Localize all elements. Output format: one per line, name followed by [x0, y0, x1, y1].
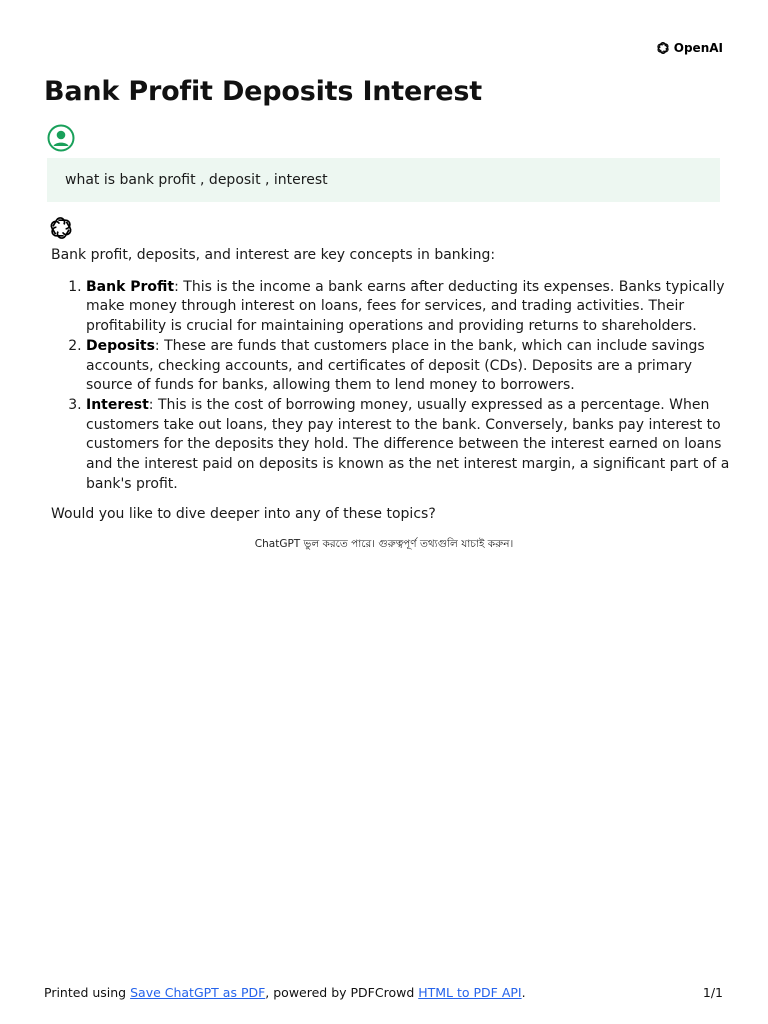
list-item-term: Interest [86, 396, 149, 413]
footer-suffix: . [521, 985, 526, 1000]
chatgpt-logo-icon [47, 214, 75, 242]
list-item-text: : This is the cost of borrowing money, usually expressed as a percentage. When customers take out loans, they pay interest to the bank. Conversely, banks pay interest to customers for the deposits they hold. The difference between the interest earned on loans and the interest paid on deposits is known as the net interest margin, a significant part of a bank's profit. [86, 396, 730, 492]
footer [44, 985, 526, 1000]
list-item [86, 337, 731, 396]
assistant-message [51, 246, 731, 525]
concept-list [51, 278, 731, 495]
assistant-intro: Bank profit, deposits, and interest are key concepts in banking: [51, 247, 496, 263]
user-avatar-icon [47, 124, 75, 152]
assistant-closing: Would you like to dive deeper into any of these topics? [51, 506, 436, 523]
list-item-text: : This is the income a bank earns after deducting its expenses. Banks typically make money through interest on loans, fees for services, and trading activities. Their profitability is crucial for maintaining operations and providing returns to shareholders. [86, 278, 725, 335]
list-item-term: Bank Profit [86, 278, 175, 295]
list-item-term: Deposits [86, 337, 155, 354]
list-item [86, 278, 731, 337]
user-message [47, 158, 720, 202]
save-chatgpt-link[interactable]: Save ChatGPT as PDF [130, 985, 266, 1000]
openai-logo-icon [655, 40, 671, 56]
brand-name: OpenAI [673, 41, 723, 55]
list-item [86, 396, 731, 495]
footer-prefix: Printed using [44, 985, 131, 1000]
page-number: 1/1 [702, 985, 723, 1000]
disclaimer: ChatGPT ভুল করতে পারে। গুরুত্বপূর্ণ তথ্যগুলি যাচাই করুন। [254, 538, 514, 550]
html-to-pdf-link[interactable]: HTML to PDF API [418, 985, 522, 1000]
list-item-text: : These are funds that customers place in the bank, which can include savings accounts, checking accounts, and certificates of deposit (CDs). Deposits are a primary source of funds for banks, allowing them to lend money to borrowers. [86, 337, 705, 394]
user-message-text: what is bank profit , deposit , interest [65, 172, 328, 188]
footer-middle: , powered by PDFCrowd [265, 985, 419, 1000]
page-title: Bank Profit Deposits Interest [44, 76, 482, 107]
openai-logo [655, 40, 723, 56]
